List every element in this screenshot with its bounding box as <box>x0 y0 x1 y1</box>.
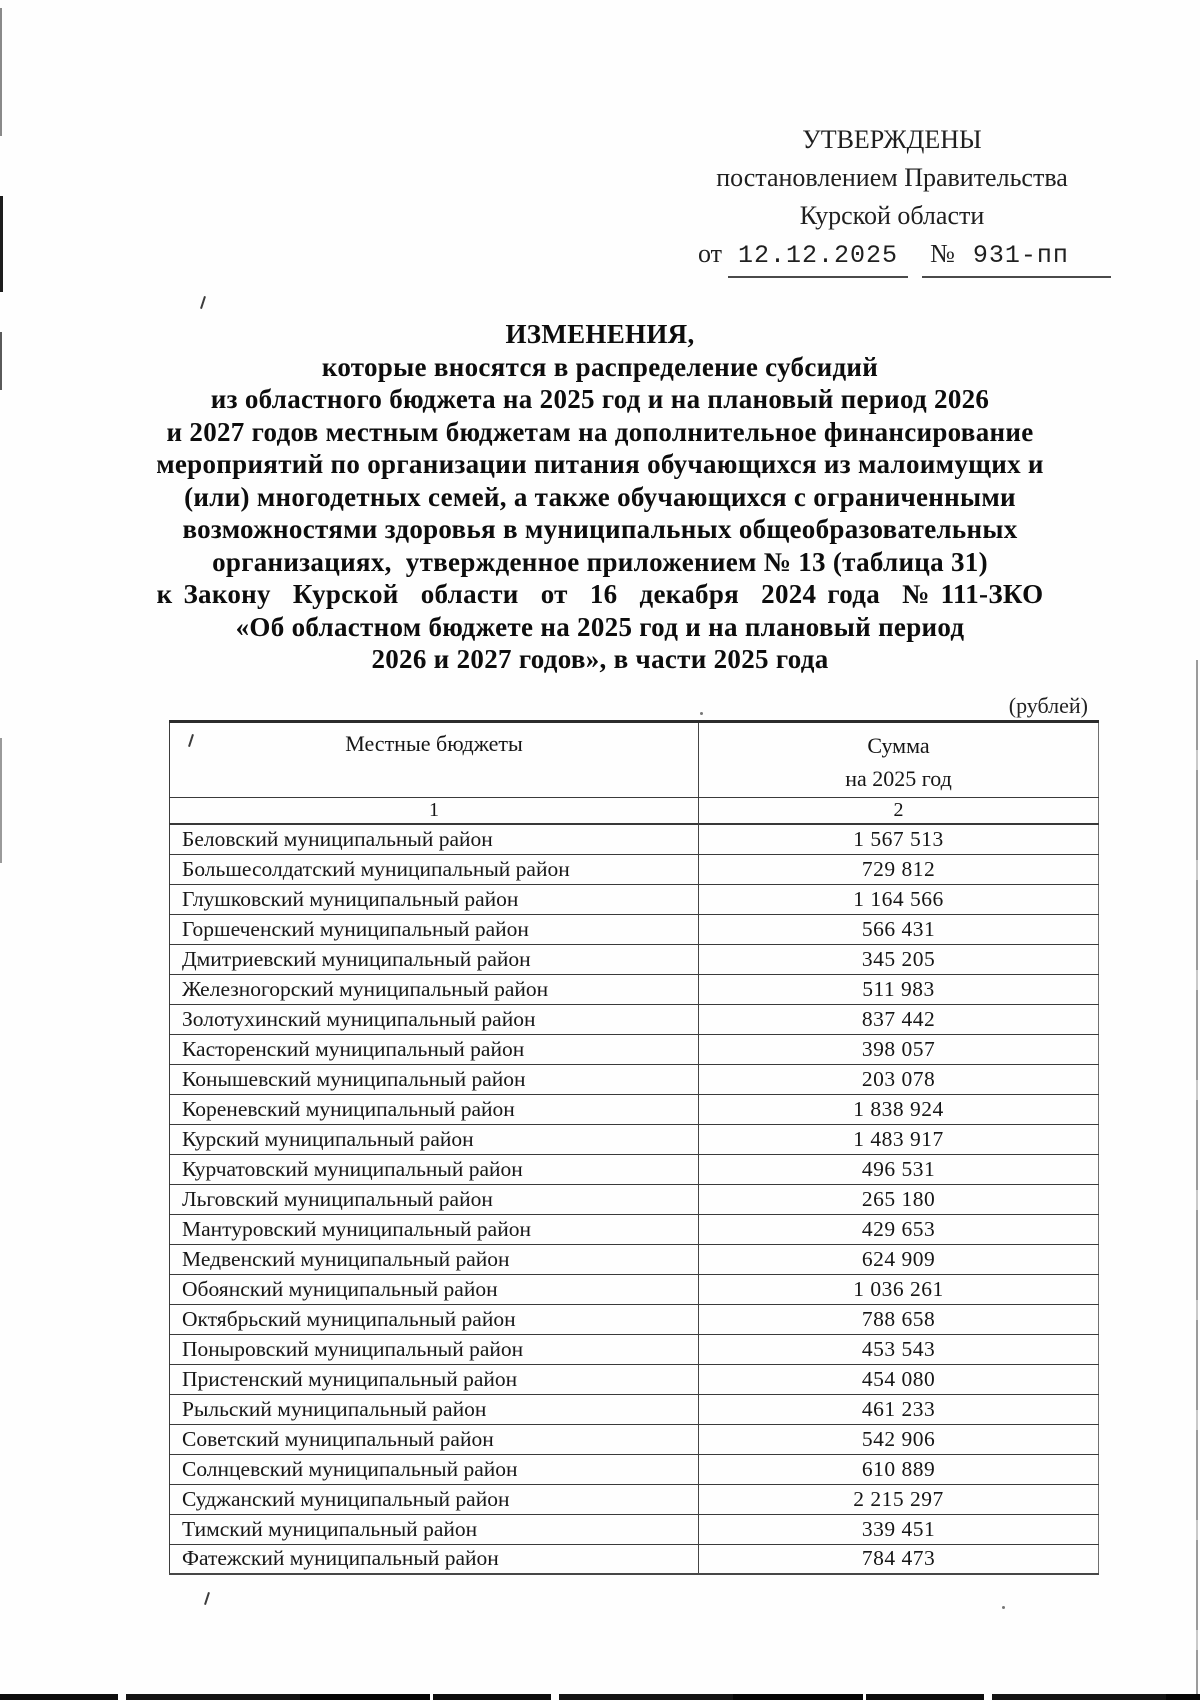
title-line: из областного бюджета на 2025 год и на плановый период 2026 <box>210 384 990 414</box>
table-row <box>170 1484 1099 1514</box>
table-row <box>170 1214 1099 1244</box>
district-name-cell: Льговский муниципальный район <box>170 1184 699 1214</box>
amount-cell: 496 531 <box>699 1154 1099 1184</box>
district-name-cell: Советский муниципальный район <box>170 1424 699 1454</box>
table-row <box>170 1094 1099 1124</box>
title-line: мероприятий по организации питания обучающихся из малоимущих и <box>156 449 1044 479</box>
table-row <box>170 914 1099 944</box>
title-line: и 2027 годов местным бюджетам на дополнительное финансирование <box>166 416 1034 447</box>
district-name-cell: Железногорский муниципальный район <box>170 974 699 1004</box>
amount-cell: 461 233 <box>699 1394 1099 1424</box>
amount-cell: 429 653 <box>699 1214 1099 1244</box>
amount-cell: 2 215 297 <box>699 1484 1099 1514</box>
amount-cell: 542 906 <box>699 1424 1099 1454</box>
title-line: к Закону Курской области от 16 декабря 2024 года № 111-ЗКО <box>156 579 1044 609</box>
table-row <box>170 824 1099 854</box>
amount-cell: 454 080 <box>699 1364 1099 1394</box>
amount-cell: 398 057 <box>699 1034 1099 1064</box>
column-number-1: 1 <box>170 798 699 825</box>
district-name-cell: Октябрьский муниципальный район <box>170 1304 699 1334</box>
approval-line: постановлением Правительства <box>716 163 1068 192</box>
amount-cell: 566 431 <box>699 914 1099 944</box>
local-budgets-column-header: Местные бюджеты <box>170 722 699 798</box>
amount-cell: 453 543 <box>699 1334 1099 1364</box>
district-name-cell: Золотухинский муниципальный район <box>170 1004 699 1034</box>
amount-cell: 729 812 <box>699 854 1099 884</box>
table-row <box>170 1154 1099 1184</box>
column-number-2: 2 <box>699 798 1099 825</box>
table-row <box>170 1424 1099 1454</box>
number-sign: № <box>930 239 955 268</box>
approval-lines <box>698 121 1086 235</box>
scan-edge-artifact-left-1 <box>0 8 2 136</box>
table-row <box>170 1304 1099 1334</box>
approval-ref-prefix: от <box>698 239 723 268</box>
table-row <box>170 1454 1099 1484</box>
district-name-cell: Горшеченский муниципальный район <box>170 914 699 944</box>
amount-cell: 1 838 924 <box>699 1094 1099 1124</box>
title-line: (или) многодетных семей, а также обучающихся с ограниченными <box>184 481 1016 512</box>
scan-speck-1 <box>700 712 703 715</box>
doc-title <box>80 318 1120 676</box>
scan-edge-artifact-right <box>1196 660 1198 1700</box>
amount-cell: 1 164 566 <box>699 884 1099 914</box>
district-name-cell: Суджанский муниципальный район <box>170 1484 699 1514</box>
amount-cell: 345 205 <box>699 944 1099 974</box>
district-name-cell: Мантуровский муниципальный район <box>170 1214 699 1244</box>
sum-header-line2: на 2025 год <box>845 766 952 791</box>
budget-table <box>169 720 1099 1575</box>
amount-cell: 511 983 <box>699 974 1099 1004</box>
scan-edge-artifact-left-3 <box>0 332 2 390</box>
table-row <box>170 1124 1099 1154</box>
amount-cell: 1 036 261 <box>699 1274 1099 1304</box>
amount-cell: 837 442 <box>699 1004 1099 1034</box>
district-name-cell: Фатежский муниципальный район <box>170 1544 699 1574</box>
district-name-cell: Глушковский муниципальный район <box>170 884 699 914</box>
district-name-cell: Дмитриевский муниципальный район <box>170 944 699 974</box>
table-row <box>170 1364 1099 1394</box>
table-row <box>170 854 1099 884</box>
approval-reference-line <box>698 235 1086 278</box>
approval-stamp-block <box>698 121 1086 278</box>
table-header-row <box>170 722 1099 798</box>
amount-cell: 265 180 <box>699 1184 1099 1214</box>
district-name-cell: Солнцевский муниципальный район <box>170 1454 699 1484</box>
district-name-cell: Поныровский муниципальный район <box>170 1334 699 1364</box>
district-name-cell: Пристенский муниципальный район <box>170 1364 699 1394</box>
title-line: возможностями здоровья в муниципальных общеобразовательных <box>182 514 1018 544</box>
title-line: ИЗМЕНЕНИЯ, <box>505 319 695 349</box>
district-name-cell: Курский муниципальный район <box>170 1124 699 1154</box>
district-name-cell: Касторенский муниципальный район <box>170 1034 699 1064</box>
amount-cell: 624 909 <box>699 1244 1099 1274</box>
table-row <box>170 1274 1099 1304</box>
scan-bottom-edge-bar <box>0 1694 1200 1700</box>
title-line: организациях, утвержденное приложением № 13 (таблица 31) <box>212 546 988 577</box>
district-name-cell: Обоянский муниципальный район <box>170 1274 699 1304</box>
table-row <box>170 1004 1099 1034</box>
column-number-row <box>170 798 1099 825</box>
district-name-cell: Беловский муниципальный район <box>170 824 699 854</box>
district-name-cell: Медвенский муниципальный район <box>170 1244 699 1274</box>
sum-header-line1: Сумма <box>867 733 930 758</box>
scan-slash-mark-1 <box>200 296 206 309</box>
amount-cell: 339 451 <box>699 1514 1099 1544</box>
table-row <box>170 1514 1099 1544</box>
table-row <box>170 974 1099 1004</box>
district-name-cell: Кореневский муниципальный район <box>170 1094 699 1124</box>
district-name-cell: Курчатовский муниципальный район <box>170 1154 699 1184</box>
title-line: 2026 и 2027 годов», в части 2025 года <box>371 644 829 674</box>
table-row <box>170 1064 1099 1094</box>
table-row <box>170 1394 1099 1424</box>
budget-table-head <box>170 722 1099 825</box>
table-row <box>170 1334 1099 1364</box>
approval-line: УТВЕРЖДЕНЫ <box>802 125 982 154</box>
amount-cell: 203 078 <box>699 1064 1099 1094</box>
sum-column-header <box>699 722 1099 798</box>
amount-cell: 610 889 <box>699 1454 1099 1484</box>
table-row <box>170 1244 1099 1274</box>
table-row <box>170 884 1099 914</box>
district-name-cell: Конышевский муниципальный район <box>170 1064 699 1094</box>
scan-speck-2 <box>1002 1606 1005 1609</box>
district-name-cell: Рыльский муниципальный район <box>170 1394 699 1424</box>
table-row <box>170 944 1099 974</box>
approval-date: 12.12.2025 <box>728 237 908 278</box>
scan-edge-artifact-left-2 <box>0 196 3 292</box>
title-line: которые вносятся в распределение субсидий <box>321 351 879 382</box>
approval-number-group <box>922 235 1111 278</box>
amount-cell: 788 658 <box>699 1304 1099 1334</box>
title-line: «Об областном бюджете на 2025 год и на плановый период <box>235 611 965 642</box>
scan-slash-mark-3 <box>204 1592 210 1605</box>
approval-line: Курской области <box>799 201 985 230</box>
currency-note: (рублей) <box>1008 693 1088 718</box>
amount-cell: 784 473 <box>699 1544 1099 1574</box>
table-row <box>170 1034 1099 1064</box>
amount-cell: 1 567 513 <box>699 824 1099 854</box>
district-name-cell: Тимский муниципальный район <box>170 1514 699 1544</box>
table-row <box>170 1184 1099 1214</box>
approval-number: 931-пп <box>972 241 1069 270</box>
amount-cell: 1 483 917 <box>699 1124 1099 1154</box>
budget-table-body <box>170 824 1099 1574</box>
district-name-cell: Большесолдатский муниципальный район <box>170 854 699 884</box>
scan-edge-artifact-left-4 <box>0 738 2 863</box>
table-row <box>170 1544 1099 1574</box>
